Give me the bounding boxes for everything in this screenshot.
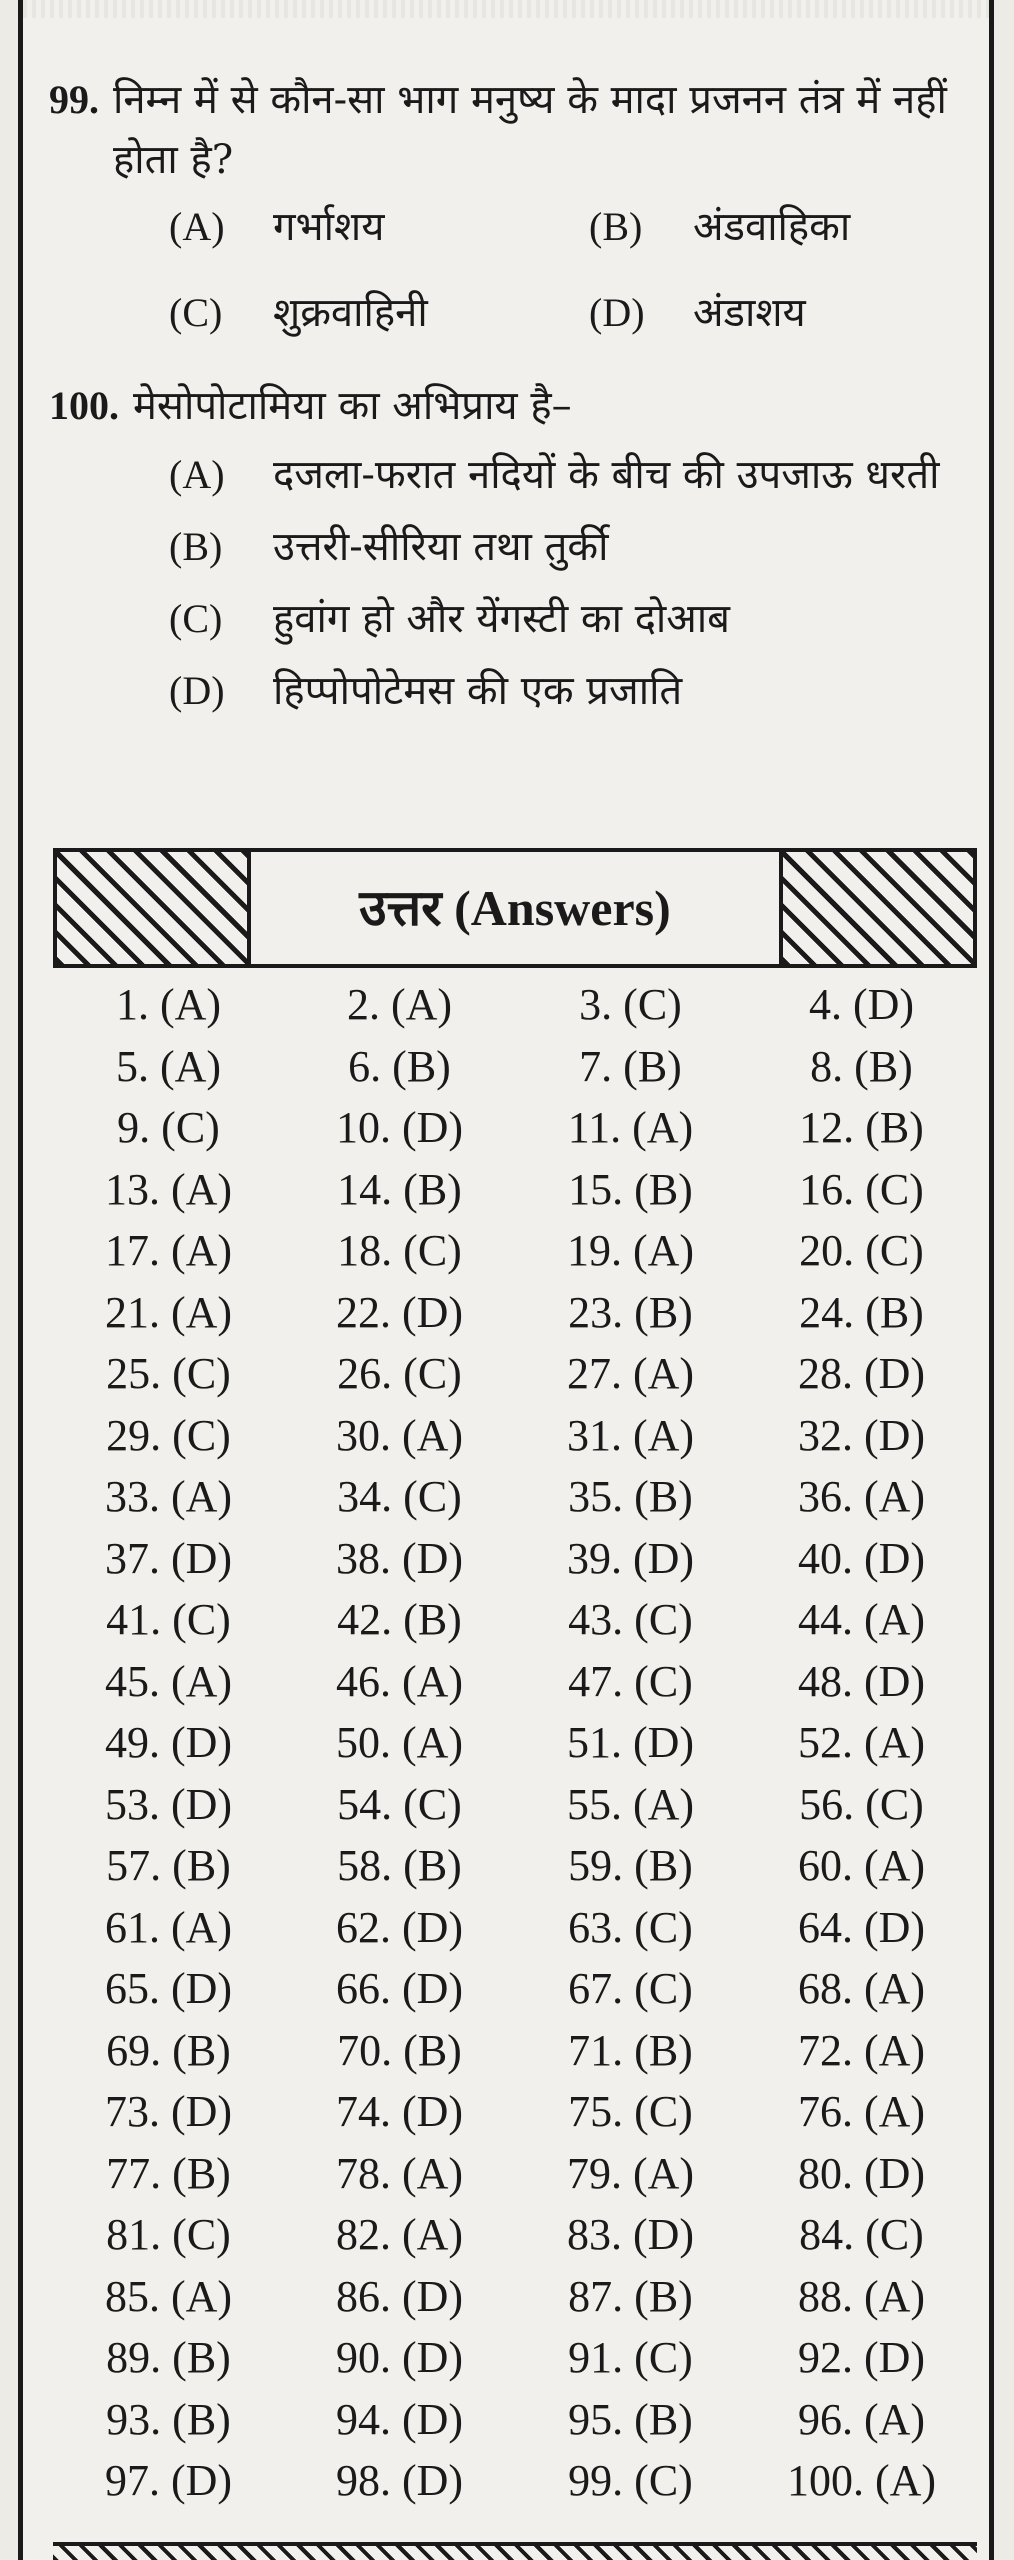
answer-cell: 31. (A) [566,1410,695,1460]
answer-cell: 63. (C) [568,1902,693,1952]
option-label: (D) [169,668,225,713]
answer-cell: 93. (B) [106,2394,231,2444]
answer-cell: 98. (D) [335,2456,464,2506]
answer-cell: 60. (A) [797,1841,926,1891]
answer-cell: 44. (A) [797,1595,926,1645]
answer-cell: 22. (D) [335,1287,464,1337]
answer-cell: 97. (D) [104,2456,233,2506]
answer-cell: 7. (B) [579,1041,682,1091]
answer-cell: 87. (B) [568,2271,693,2321]
answer-cell: 38. (D) [335,1533,464,1583]
answer-cell: 66. (D) [335,1964,464,2014]
answers-header [53,848,977,968]
answer-cell: 86. (D) [335,2271,464,2321]
answer-cell: 100. (A) [786,2456,937,2506]
question-99 [49,70,969,356]
answer-cell: 56. (C) [799,1779,924,1829]
answer-cell: 35. (B) [568,1472,693,1522]
answer-cell: 12. (B) [799,1103,924,1153]
answer-cell: 59. (B) [568,1841,693,1891]
answer-cell: 4. (D) [808,980,915,1030]
answer-cell: 89. (B) [106,2333,231,2383]
answer-cell: 14. (B) [337,1164,462,1214]
answer-cell: 68. (A) [797,1964,926,2014]
answer-cell: 58. (B) [337,1841,462,1891]
answer-cell: 46. (A) [335,1656,464,1706]
answer-cell: 2. (A) [346,980,453,1030]
answer-cell: 34. (C) [337,1472,462,1522]
answer-cell: 76. (A) [797,2087,926,2137]
hatch-decoration-left [57,852,251,964]
option-text: गर्भाशय [273,204,385,250]
answer-cell: 55. (A) [566,1779,695,1829]
answer-cell: 36. (A) [797,1472,926,1522]
answer-cell: 49. (D) [104,1718,233,1768]
answer-cell: 37. (D) [104,1533,233,1583]
answer-cell: 79. (A) [566,2148,695,2198]
answer-cell: 39. (D) [566,1533,695,1583]
answer-cell: 53. (D) [104,1779,233,1829]
answer-cell: 18. (C) [337,1226,462,1276]
answer-cell: 17. (A) [104,1226,233,1276]
answer-cell: 81. (C) [106,2210,231,2260]
answer-cell: 69. (B) [106,2025,231,2075]
answer-cell: 3. (C) [579,980,682,1030]
option-d [169,662,969,720]
option-label: (B) [589,204,643,249]
answer-cell: 78. (A) [335,2148,464,2198]
option-label: (C) [169,290,223,335]
option-text: अंडवाहिका [693,204,851,250]
option-text: उत्तरी-सीरिया तथा तुर्की [273,524,609,570]
answer-cell: 45. (A) [104,1656,233,1706]
answers-title: उत्तर (Answers) [359,880,671,936]
answer-cell: 67. (C) [568,1964,693,2014]
question-text: निम्न में से कौन-सा भाग मनुष्य के मादा प्रजनन तंत्र में नहीं होता है? [113,77,947,183]
answer-cell: 24. (B) [799,1287,924,1337]
answer-cell: 74. (D) [335,2087,464,2137]
options-grid [169,198,969,356]
answer-cell: 6. (B) [348,1041,451,1091]
question-number: 100. [49,383,119,428]
answer-cell: 95. (B) [568,2394,693,2444]
answer-cell: 43. (C) [568,1595,693,1645]
question-page [18,0,994,2560]
option-label: (A) [169,452,225,497]
answer-cell: 26. (C) [337,1349,462,1399]
question-number: 99. [49,77,99,122]
hatch-decoration-right [779,852,973,964]
answer-cell: 30. (A) [335,1410,464,1460]
option-label: (A) [169,204,225,249]
answer-cell: 5. (A) [115,1041,222,1091]
answer-cell: 48. (D) [797,1656,926,1706]
answer-cell: 19. (A) [566,1226,695,1276]
answer-cell: 11. (A) [567,1103,694,1153]
answers-grid [53,974,977,2512]
answer-cell: 94. (D) [335,2394,464,2444]
option-d [589,284,1009,342]
answer-cell: 72. (A) [797,2025,926,2075]
answer-cell: 85. (A) [104,2271,233,2321]
answer-cell: 16. (C) [799,1164,924,1214]
answer-cell: 99. (C) [568,2456,693,2506]
answer-cell: 96. (A) [797,2394,926,2444]
answer-cell: 61. (A) [104,1902,233,1952]
answer-cell: 51. (D) [566,1718,695,1768]
option-c [169,284,589,342]
answer-cell: 73. (D) [104,2087,233,2137]
answer-cell: 27. (A) [566,1349,695,1399]
answer-cell: 20. (C) [799,1226,924,1276]
option-text: शुक्रवाहिनी [273,290,428,336]
answer-cell: 62. (D) [335,1902,464,1952]
answer-cell: 29. (C) [106,1410,231,1460]
answer-cell: 71. (B) [568,2025,693,2075]
answer-cell: 90. (D) [335,2333,464,2383]
option-text: दजला-फरात नदियों के बीच की उपजाऊ धरती [273,452,940,498]
bottom-decorative-rule [53,2542,977,2560]
answer-cell: 83. (D) [566,2210,695,2260]
option-label: (B) [169,524,223,569]
option-label: (C) [169,596,223,641]
answer-cell: 52. (A) [797,1718,926,1768]
answer-cell: 41. (C) [106,1595,231,1645]
question-100 [49,376,969,734]
top-decorative-rule [23,0,989,18]
option-text: हिप्पोपोटेमस की एक प्रजाति [273,668,683,714]
option-label: (D) [589,290,645,335]
answer-cell: 88. (A) [797,2271,926,2321]
answer-cell: 80. (D) [797,2148,926,2198]
option-text: अंडाशय [693,290,806,336]
answer-cell: 57. (B) [106,1841,231,1891]
answer-cell: 23. (B) [568,1287,693,1337]
answer-cell: 33. (A) [104,1472,233,1522]
question-text: मेसोपोटामिया का अभिप्राय है– [133,383,572,429]
answer-cell: 65. (D) [104,1964,233,2014]
option-b [589,198,1009,256]
answer-cell: 28. (D) [797,1349,926,1399]
answer-cell: 15. (B) [568,1164,693,1214]
option-c [169,590,969,648]
answer-cell: 32. (D) [797,1410,926,1460]
answer-cell: 47. (C) [568,1656,693,1706]
answer-cell: 25. (C) [106,1349,231,1399]
answer-cell: 77. (B) [106,2148,231,2198]
answer-cell: 92. (D) [797,2333,926,2383]
answer-cell: 84. (C) [799,2210,924,2260]
answer-cell: 9. (C) [117,1103,220,1153]
option-a [169,446,969,504]
answer-cell: 42. (B) [337,1595,462,1645]
options-list [169,446,969,720]
answer-cell: 75. (C) [568,2087,693,2137]
answer-cell: 50. (A) [335,1718,464,1768]
answer-cell: 64. (D) [797,1902,926,1952]
answer-cell: 54. (C) [337,1779,462,1829]
answer-cell: 70. (B) [337,2025,462,2075]
answer-cell: 91. (C) [568,2333,693,2383]
option-b [169,518,969,576]
option-a [169,198,589,256]
answer-cell: 8. (B) [810,1041,913,1091]
answer-cell: 10. (D) [335,1103,464,1153]
answer-cell: 82. (A) [335,2210,464,2260]
answer-cell: 1. (A) [115,980,222,1030]
answer-cell: 21. (A) [104,1287,233,1337]
answer-cell: 40. (D) [797,1533,926,1583]
option-text: हुवांग हो और येंगस्टी का दोआब [273,596,731,642]
answer-cell: 13. (A) [104,1164,233,1214]
